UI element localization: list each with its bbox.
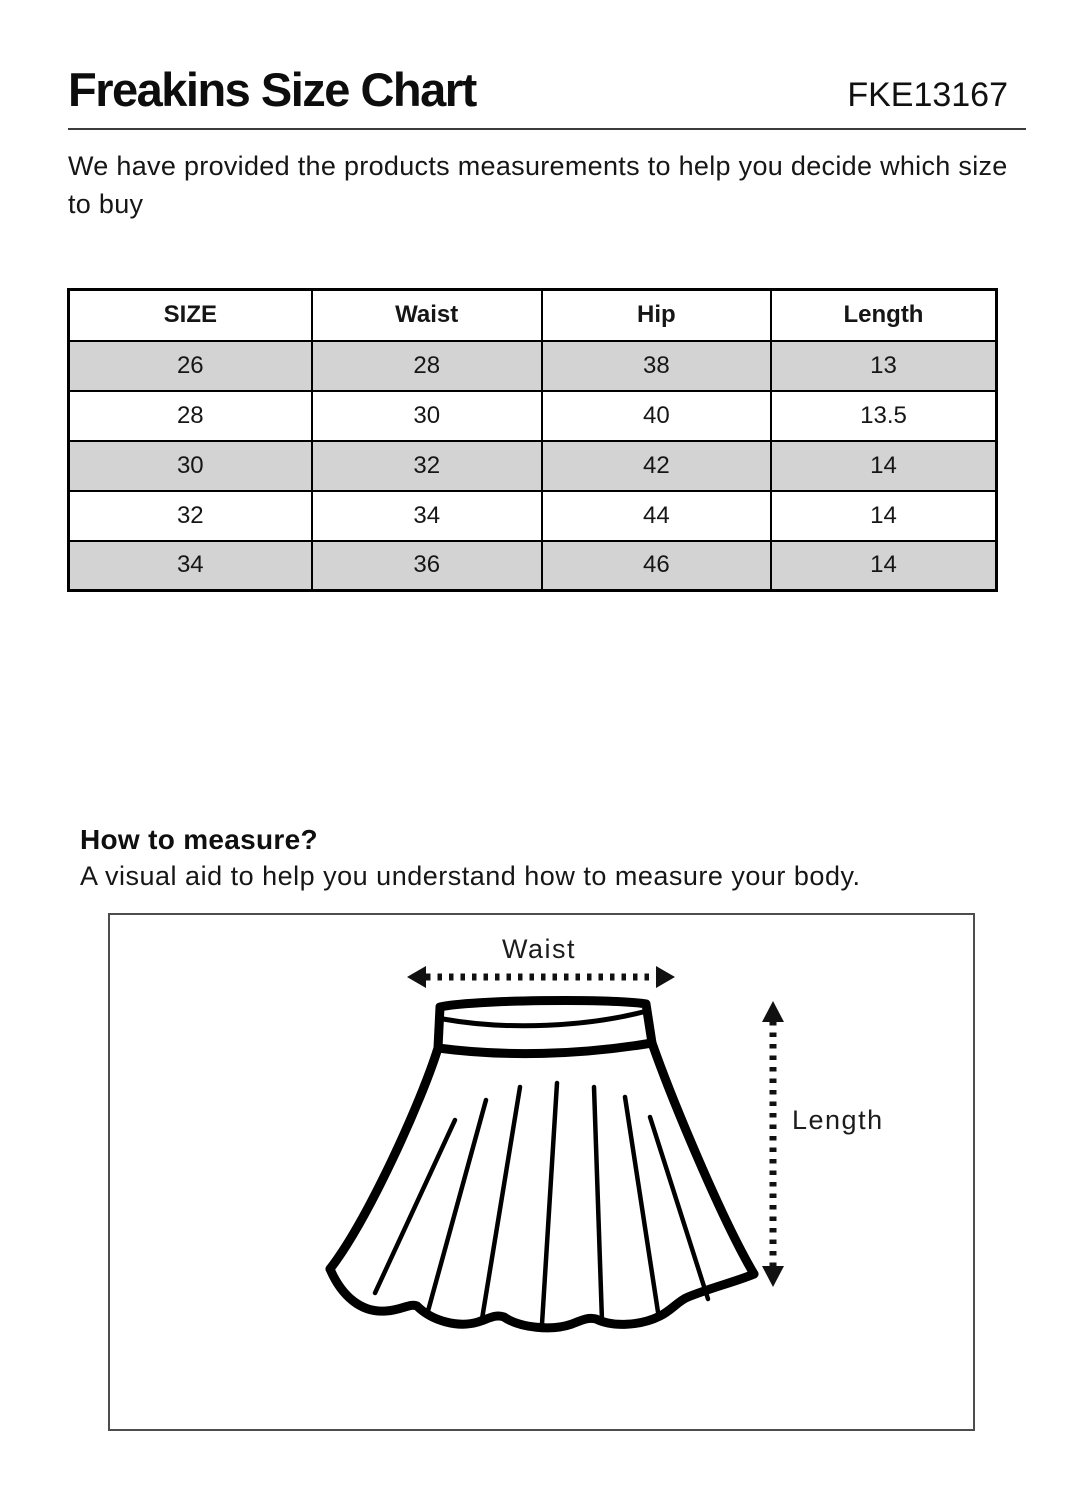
hip-cell: 38: [542, 341, 771, 391]
length-cell: 14: [771, 491, 997, 541]
table-row: [69, 491, 997, 541]
length-arrow-icon: [762, 1001, 784, 1287]
size-cell: 34: [69, 541, 312, 591]
waist-cell: 32: [312, 441, 542, 491]
page-header: [68, 62, 1008, 117]
skirt-drawing-icon: [330, 1000, 754, 1327]
table-row: [69, 441, 997, 491]
hip-cell: 46: [542, 541, 771, 591]
table-header-row: [69, 290, 997, 341]
col-header-waist: Waist: [312, 290, 542, 341]
size-cell: 30: [69, 441, 312, 491]
intro-text: We have provided the products measurements to help you decide which size to buy: [68, 151, 1008, 219]
size-chart-table: [67, 288, 998, 592]
table-row: [69, 341, 997, 391]
length-cell: 14: [771, 441, 997, 491]
length-cell: 13.5: [771, 391, 997, 441]
title-divider: [68, 128, 1026, 130]
col-header-length: Length: [771, 290, 997, 341]
table-row: [69, 541, 997, 591]
length-cell: 13: [771, 341, 997, 391]
how-to-measure-description: A visual aid to help you understand how to measure your body.: [80, 861, 861, 891]
col-header-hip: Hip: [542, 290, 771, 341]
col-header-size: SIZE: [69, 290, 312, 341]
how-to-measure-heading: How to measure?: [80, 824, 318, 855]
waist-arrow-icon: [407, 966, 675, 988]
table-row: [69, 391, 997, 441]
size-cell: 28: [69, 391, 312, 441]
product-code: FKE13167: [847, 76, 1008, 114]
size-cell: 32: [69, 491, 312, 541]
waist-cell: 30: [312, 391, 542, 441]
page-title: Freakins Size Chart: [68, 63, 476, 116]
length-cell: 14: [771, 541, 997, 591]
hip-cell: 42: [542, 441, 771, 491]
measure-diagram: [108, 913, 975, 1431]
waist-cell: 28: [312, 341, 542, 391]
hip-cell: 44: [542, 491, 771, 541]
waist-cell: 34: [312, 491, 542, 541]
size-cell: 26: [69, 341, 312, 391]
hip-cell: 40: [542, 391, 771, 441]
waist-cell: 36: [312, 541, 542, 591]
waist-label: Waist: [502, 934, 576, 964]
skirt-diagram: [110, 915, 977, 1433]
length-label: Length: [792, 1105, 884, 1135]
